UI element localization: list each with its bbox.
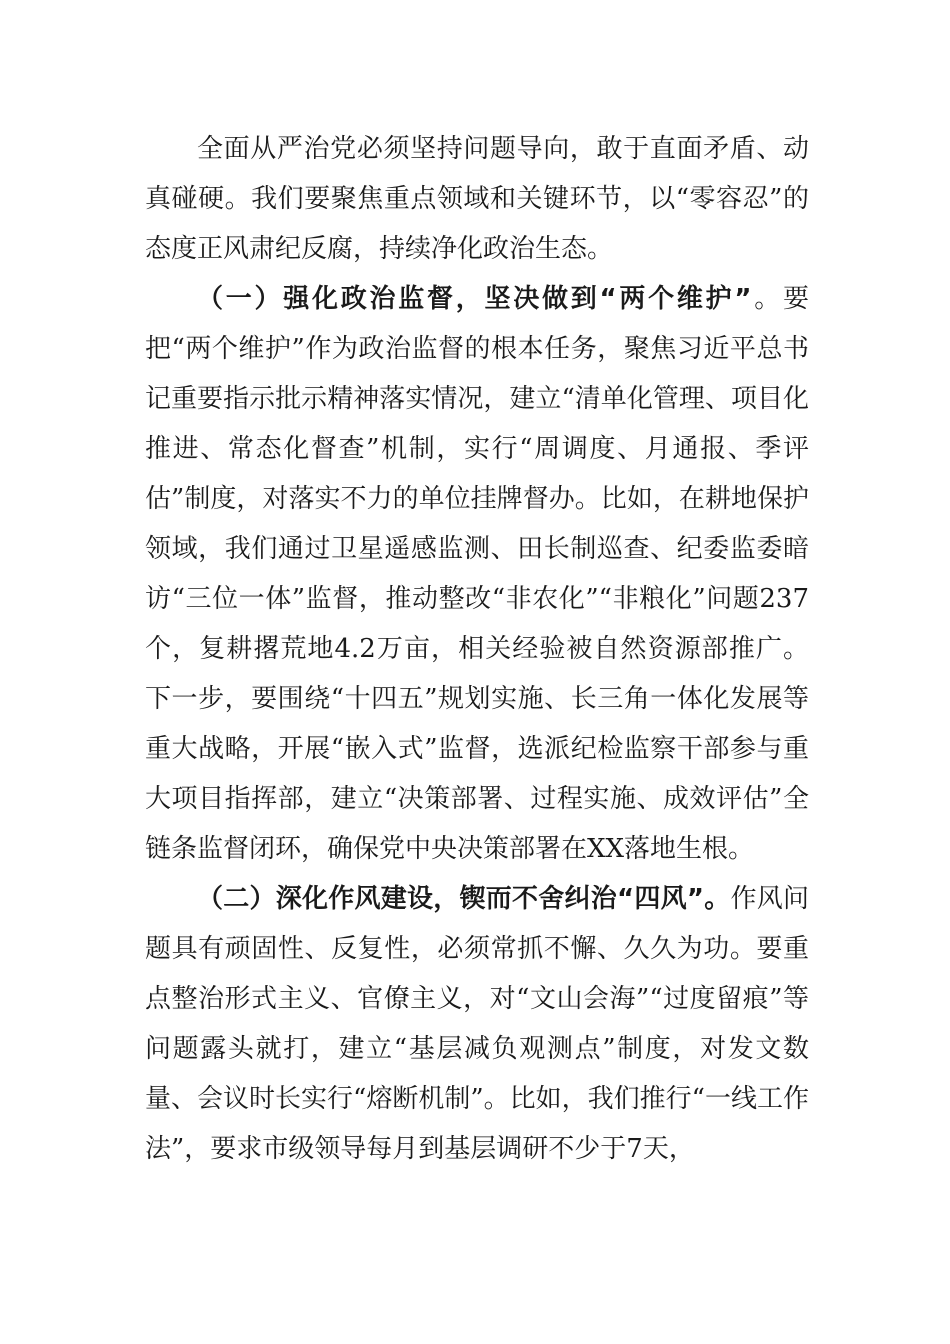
section-2-paragraph: [145, 874, 809, 1174]
section-2-body: 作风问题具有顽固性、反复性，必须常抓不懈、久久为功。要重点整治形式主义、官僚主义，对“文山会海”“过度留痕”等问题露头就打，建立“基层减负观测点”制度，对发文数量、会议时长实行“熔断机制”。比如，我们推行“一线工作法”，要求市级领导每月到基层调研不少于7天，: [145, 884, 809, 1164]
section-1-heading: （一）强化政治监督，坚决做到“两个维护”: [197, 284, 752, 314]
section-2-heading: （二）深化作风建设，锲而不舍纠治“四风”。: [197, 884, 731, 914]
section-1-paragraph: [145, 274, 809, 874]
section-1-body: 。要把“两个维护”作为政治监督的根本任务，聚焦习近平总书记重要指示批示精神落实情况，建立“清单化管理、项目化推进、常态化督查”机制，实行“周调度、月通报、季评估”制度，对落实不力的单位挂牌督办。比如，在耕地保护领域，我们通过卫星遥感监测、田长制巡查、纪委监委暗访“三位一体”监督，推动整改“非农化”“非粮化”问题237个，复耕撂荒地4.2万亩，相关经验被自然资源部推广。下一步，要围绕“十四五”规划实施、长三角一体化发展等重大战略，开展“嵌入式”监督，选派纪检监察干部参与重大项目指挥部，建立“决策部署、过程实施、成效评估”全链条监督闭环，确保党中央决策部署在XX落地生根。: [145, 284, 809, 864]
intro-paragraph-text: 全面从严治党必须坚持问题导向，敢于直面矛盾、动真碰硬。我们要聚焦重点领域和关键环节，以“零容忍”的态度正风肃纪反腐，持续净化政治生态。: [145, 134, 809, 264]
intro-paragraph: [145, 124, 809, 274]
document-body: [145, 124, 809, 1174]
